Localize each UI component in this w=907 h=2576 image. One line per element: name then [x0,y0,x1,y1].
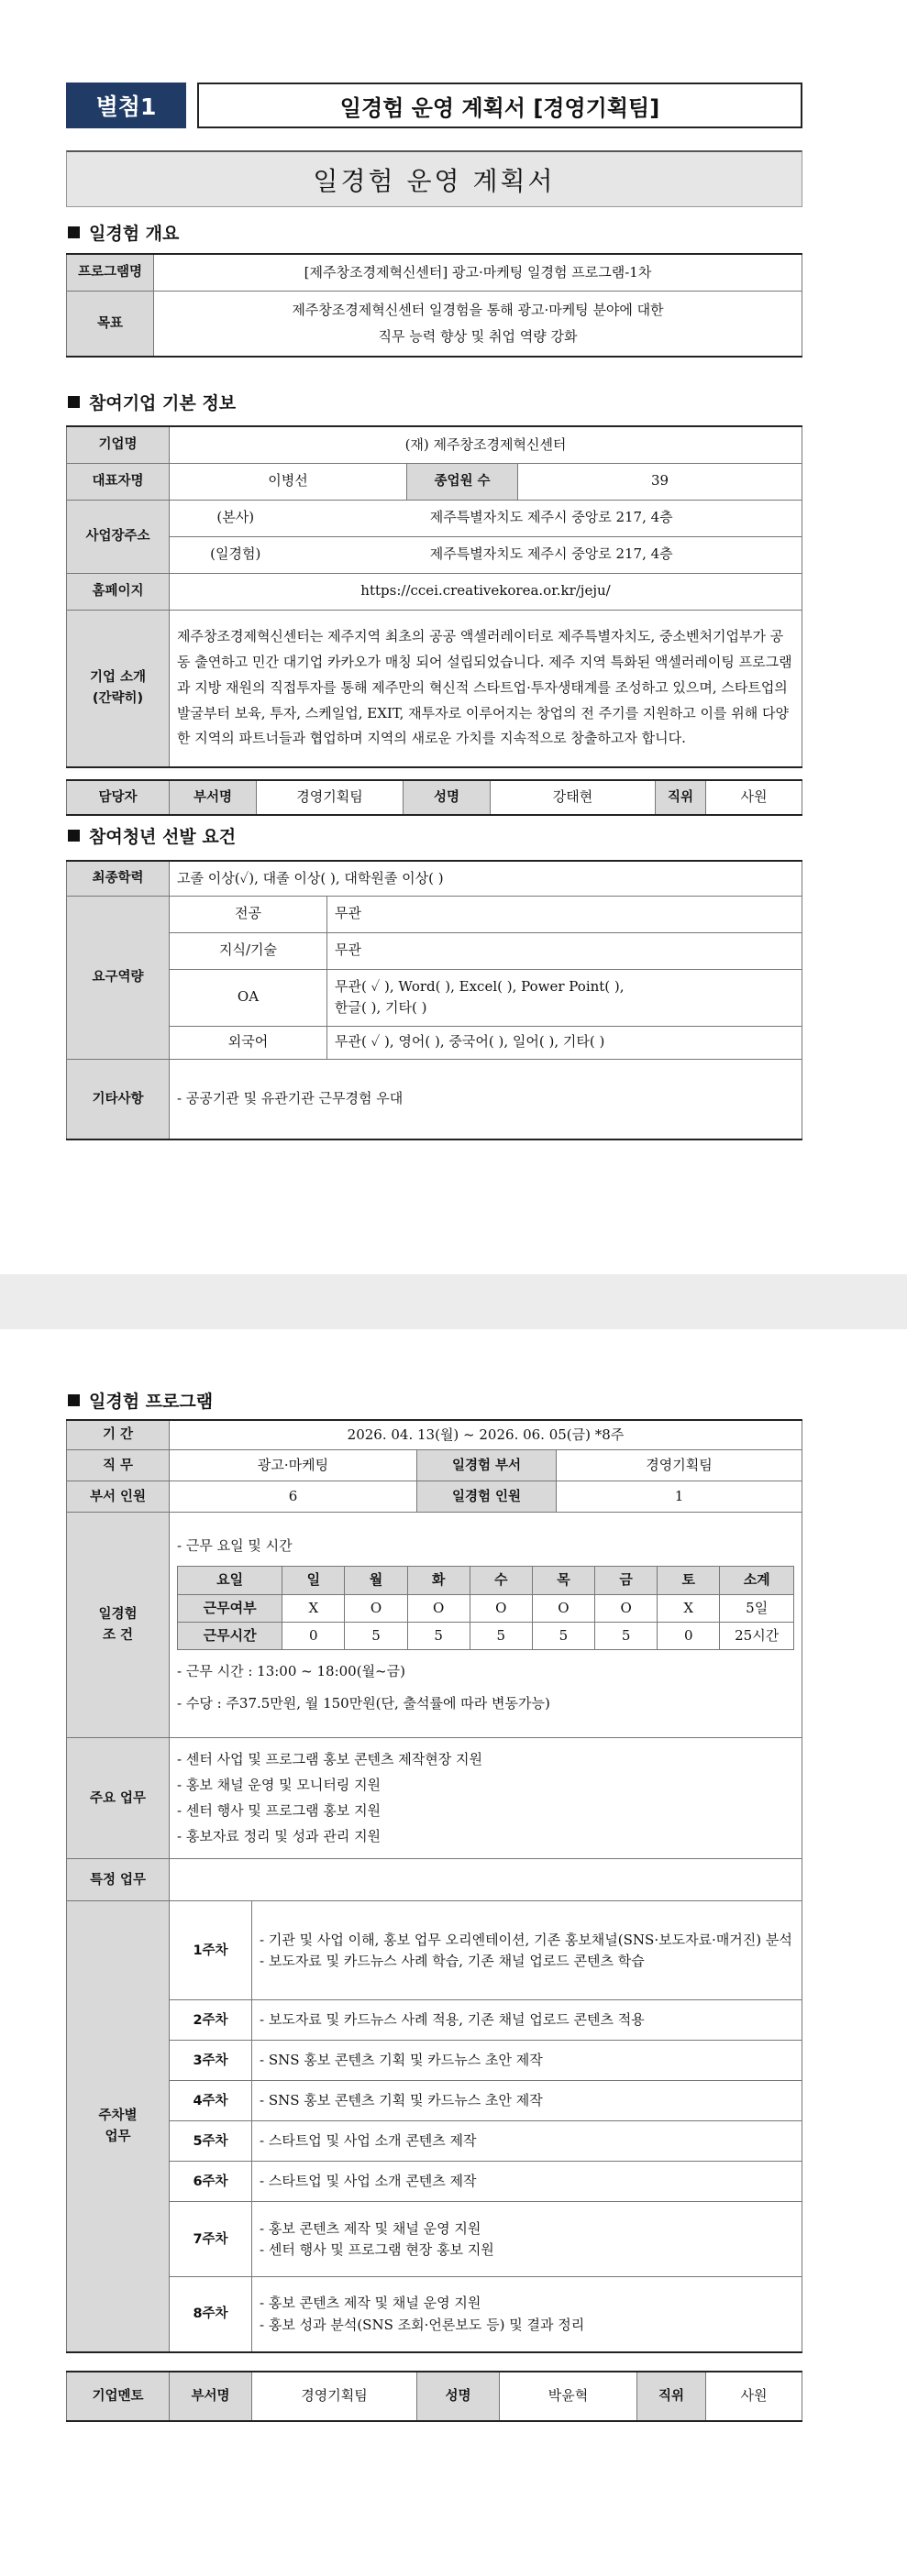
weekly-label-line: 업무 [105,2129,131,2144]
oa-label: OA [170,969,327,1026]
week-tasks [252,2121,802,2162]
document-title: 일경험 운영 계획서 [66,150,802,207]
ceo-label: 대표자명 [67,463,170,500]
section-heading-selection [68,823,236,848]
page-separator [0,1274,907,1329]
main-task-item: - 센터 사업 및 프로그램 홍보 콘텐츠 제작현장 지원 [177,1751,483,1768]
conditions-intro: - 근무 요일 및 시간 [177,1537,293,1554]
major-value: 무관 [327,896,802,932]
week-label: 7주차 [170,2202,252,2277]
week-label: 5주차 [170,2121,252,2162]
special-tasks-label: 특정 업무 [67,1859,170,1901]
schedule-cell: X [658,1594,720,1622]
week-row [67,1901,802,2000]
section-title: 일경험 개요 [89,224,180,244]
schedule-cell: O [345,1594,407,1622]
square-bullet-icon [68,830,80,842]
homepage-link[interactable]: https://ccei.creativekorea.or.kr/jeju/ [170,573,802,610]
program-dept-label: 일경험 부서 [417,1450,557,1481]
week-tasks [252,1901,802,2000]
address-hq-value: 제주특별자치도 제주시 중앙로 217, 4층 [302,500,802,536]
week-task-line: - 홍보 콘텐츠 제작 및 채널 운영 지원 [260,2219,481,2237]
week-task-line: - 스타트업 및 사업 소개 콘텐츠 제작 [260,2173,477,2190]
schedule-header-cell: 목 [532,1567,594,1594]
schedule-row [178,1594,794,1622]
week-task-line: - 기관 및 사업 이해, 홍보 업무 오리엔테이션, 기존 홍보채널(SNS·보도자료·매거진) 분석 [260,1931,792,1948]
week-tasks [252,2041,802,2081]
week-row [67,2041,802,2081]
schedule-header-row [178,1567,794,1594]
schedule-row-label: 근무여부 [178,1594,282,1622]
week-row [67,2202,802,2277]
square-bullet-icon [68,396,80,408]
square-bullet-icon [68,1394,80,1406]
section-heading-overview [68,220,179,245]
knowledge-value: 무관 [327,932,802,969]
schedule-cell: X [282,1594,345,1622]
schedule-cell: 5 [470,1622,532,1649]
header-title: 일경험 운영 계획서 [경영기획팀] [197,83,802,128]
period-value: 2026. 04. 13(월) ~ 2026. 06. 05(금) *8주 [170,1420,802,1450]
language-value: 무관( ✓ ), 영어( ), 중국어( ), 일어( ), 기타( ) [327,1026,802,1059]
mentor-table [66,2371,802,2422]
section-heading-company [68,390,236,414]
schedule-header-cell: 일 [282,1567,345,1594]
week-task-line: - 보도자료 및 카드뉴스 사례 적용, 기존 채널 업로드 콘텐츠 적용 [260,2011,645,2029]
schedule-cell: O [595,1594,658,1622]
company-info-table [66,425,802,768]
schedule-header-cell: 토 [658,1567,720,1594]
company-name-label: 기업명 [67,426,170,463]
oa-line: 한글( ), 기타( ) [335,999,427,1016]
mentor-position-value: 사원 [706,2372,802,2421]
week-label: 8주차 [170,2277,252,2352]
weekly-label-line: 주차별 [98,2108,138,2124]
staff-count-label: 부서 인원 [67,1481,170,1513]
mentor-name-value: 박윤혁 [500,2372,637,2421]
schedule-header-cell: 수 [470,1567,532,1594]
main-tasks-label: 주요 업무 [67,1738,170,1859]
ceo-value: 이병선 [170,463,407,500]
company-intro-text: 제주창조경제혁신센터는 제주지역 최초의 공공 액셀러레이터로 제주특별자치도, 중소벤처기업부가 공동 출연하고 민간 대기업 카카오가 매칭 되어 설립되었습니다. 제주 지역 특화된 액셀러레이팅 프로그램과 지방 재원의 직접투자를 통해 제주만의 혁신적 스타트업·투자생태계를 조성하고 있으며, 스타트업의 발굴부터 보육, 투자, 스케일업, EXIT, 재투자로 이루어지는 창업의 전 주기를 지원하고 이를 위해 다양한 지역의 파트너들과 협업하며 지역의 새로운 가치를 지속적으로 창출하고자 합니다. [170,610,802,767]
attachment-badge: 별첨1 [66,83,186,128]
week-label: 6주차 [170,2162,252,2202]
conditions-label-line: 조 건 [102,1627,134,1643]
main-task-item: - 홍보자료 정리 및 성과 관리 지원 [177,1827,382,1844]
week-label: 3주차 [170,2041,252,2081]
section-heading-program [68,1388,213,1413]
schedule-cell: 5 [532,1622,594,1649]
etc-value: - 공공기관 및 유관기관 근무경험 우대 [170,1059,802,1139]
week-row [67,2081,802,2121]
manager-name-value: 강태현 [491,780,656,815]
manager-position-value: 사원 [706,780,802,815]
mentor-dept-label: 부서명 [170,2372,252,2421]
major-label: 전공 [170,896,327,932]
week-tasks [252,2081,802,2121]
schedule-cell: 25시간 [720,1622,794,1649]
address-hq-tag: (본사) [170,500,302,536]
duty-value: 광고·마케팅 [170,1450,417,1481]
schedule-header-cell: 소계 [720,1567,794,1594]
selection-table [66,860,802,1140]
staff-count-value: 6 [170,1481,417,1513]
schedule-cell: 0 [658,1622,720,1649]
schedule-header-cell: 요일 [178,1567,282,1594]
schedule-row [178,1622,794,1649]
main-tasks-list [170,1738,802,1859]
homepage-label: 홈페이지 [67,573,170,610]
section-title: 일경험 프로그램 [89,1392,214,1412]
mentor-dept-value: 경영기획팀 [252,2372,417,2421]
overview-table [66,253,802,358]
mentor-name-label: 성명 [417,2372,500,2421]
etc-label: 기타사항 [67,1059,170,1139]
duty-label: 직 무 [67,1450,170,1481]
document-header [66,83,802,128]
week-tasks [252,2202,802,2277]
education-value: 고졸 이상(✓), 대졸 이상( ), 대학원졸 이상( ) [170,861,802,896]
week-row [67,2162,802,2202]
program-table [66,1419,802,2353]
week-task-line: - 스타트업 및 사업 소개 콘텐츠 제작 [260,2132,477,2150]
week-label: 2주차 [170,2000,252,2041]
goal-line: 직무 능력 향상 및 취업 역량 강화 [378,327,578,345]
address-label: 사업장주소 [67,500,170,573]
manager-dept-value: 경영기획팀 [257,780,404,815]
employees-value: 39 [518,463,802,500]
knowledge-label: 지식/기술 [170,932,327,969]
main-task-item: - 홍보 채널 운영 및 모니터링 지원 [177,1777,382,1793]
company-name-value: (재) 제주창조경제혁신센터 [170,426,802,463]
manager-table [66,779,802,816]
week-label: 4주차 [170,2081,252,2121]
week-tasks [252,2162,802,2202]
language-label: 외국어 [170,1026,327,1059]
conditions-label-line: 일경험 [98,1607,138,1623]
schedule-header-cell: 화 [407,1567,470,1594]
schedule-cell: 5일 [720,1594,794,1622]
trainee-count-label: 일경험 인원 [417,1481,557,1513]
week-task-line: - 보도자료 및 카드뉴스 사례 학습, 기존 채널 업로드 콘텐츠 학습 [260,1952,645,1969]
manager-position-label: 직위 [656,780,706,815]
manager-name-label: 성명 [404,780,491,815]
week-tasks [252,2000,802,2041]
schedule-header-cell: 월 [345,1567,407,1594]
schedule-cell: O [532,1594,594,1622]
goal-label: 목표 [67,291,154,357]
education-label: 최종학력 [67,861,170,896]
week-row [67,2121,802,2162]
schedule-row-label: 근무시간 [178,1622,282,1649]
main-task-item: - 센터 행사 및 프로그램 홍보 지원 [177,1801,382,1819]
conditions-label [67,1513,170,1738]
page-1 [0,0,907,1274]
week-task-line: - 센터 행사 및 프로그램 현장 홍보 지원 [260,2240,494,2258]
schedule-cell: 5 [407,1622,470,1649]
weekly-tasks-label [67,1901,170,2352]
week-task-line: - SNS 홍보 콘텐츠 기획 및 카드뉴스 초안 제작 [260,2052,543,2069]
schedule-table [177,1566,794,1650]
program-name-value: [제주창조경제혁신센터] 광고·마케팅 일경험 프로그램-1차 [154,254,802,291]
goal-line: 제주창조경제혁신센터 일경험을 통해 광고·마케팅 분야에 대한 [292,301,664,318]
schedule-cell: 0 [282,1622,345,1649]
schedule-header-cell: 금 [595,1567,658,1594]
mentor-position-label: 직위 [637,2372,706,2421]
schedule-cell: 5 [595,1622,658,1649]
manager-label: 담당자 [67,780,170,815]
section-title: 참여청년 선발 요건 [89,827,237,847]
mentor-label: 기업멘토 [67,2372,170,2421]
page-2 [0,1329,907,2576]
period-label: 기 간 [67,1420,170,1450]
schedule-cell: O [407,1594,470,1622]
employees-label: 종업원 수 [407,463,518,500]
schedule-cell: O [470,1594,532,1622]
week-task-line: - SNS 홍보 콘텐츠 기획 및 카드뉴스 초안 제작 [260,2092,543,2109]
intro-label-line: (간략히) [92,690,144,706]
section-title: 참여기업 기본 정보 [89,393,237,413]
address-site-value: 제주특별자치도 제주시 중앙로 217, 4층 [302,536,802,573]
work-hours-text: - 근무 시간 : 13:00 ~ 18:00(월~금) [177,1663,405,1679]
special-tasks-value [170,1859,802,1901]
allowance-text: - 수당 : 주37.5만원, 월 150만원(단, 출석률에 따라 변동가능) [177,1695,550,1712]
program-name-label: 프로그램명 [67,254,154,291]
week-label: 1주차 [170,1901,252,2000]
required-skills-label: 요구역량 [67,896,170,1059]
manager-dept-label: 부서명 [170,780,257,815]
address-site-tag: (일경험) [170,536,302,573]
week-task-line: - 홍보 콘텐츠 제작 및 채널 운영 지원 [260,2295,481,2312]
week-row [67,2000,802,2041]
program-dept-value: 경영기획팀 [557,1450,802,1481]
company-intro-label [67,610,170,767]
week-tasks [252,2277,802,2352]
oa-line: 무관( ✓ ), Word( ), Excel( ), Power Point( ), [335,977,625,995]
oa-value [327,969,802,1026]
conditions-cell [170,1513,802,1738]
week-row [67,2277,802,2352]
week-task-line: - 홍보 성과 분석(SNS 조회·언론보도 등) 및 결과 정리 [260,2316,585,2333]
trainee-count-value: 1 [557,1481,802,1513]
schedule-cell: 5 [345,1622,407,1649]
square-bullet-icon [68,226,80,238]
intro-label-line: 기업 소개 [89,670,147,686]
goal-value [154,291,802,357]
